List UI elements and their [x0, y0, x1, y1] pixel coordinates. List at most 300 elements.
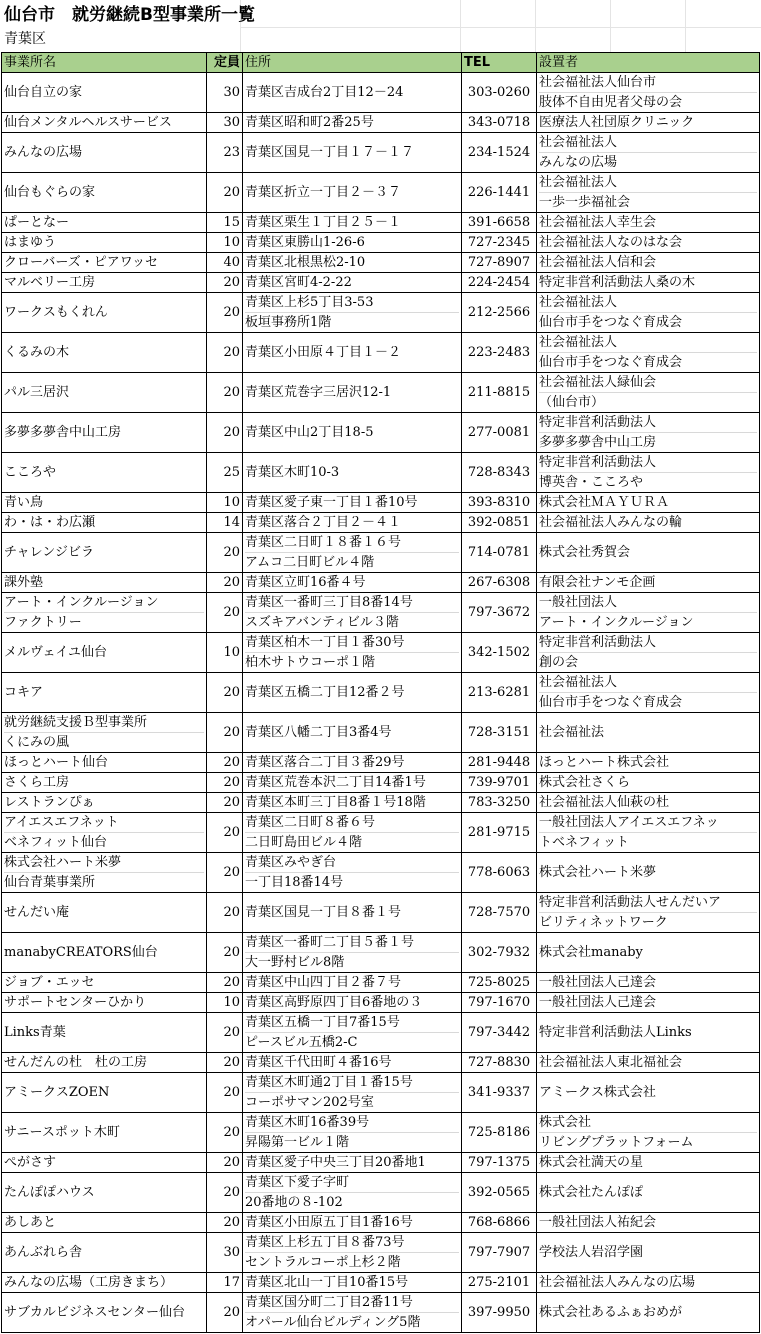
- table-row: [2, 1113, 760, 1153]
- cell-operator[interactable]: [537, 213, 760, 233]
- cell-address[interactable]: [243, 773, 462, 793]
- cell-tel[interactable]: 768-6866: [462, 1213, 537, 1233]
- cell-capacity[interactable]: 14: [207, 513, 243, 533]
- cell-name[interactable]: [2, 1113, 207, 1153]
- cell-address[interactable]: [243, 1293, 462, 1333]
- cell-tel[interactable]: 342-1502: [462, 633, 537, 673]
- cell-operator[interactable]: [537, 513, 760, 533]
- cell-capacity[interactable]: 17: [207, 1273, 243, 1293]
- cell-tel[interactable]: 341-9337: [462, 1073, 537, 1113]
- cell-operator[interactable]: [537, 453, 760, 493]
- cell-name[interactable]: [2, 753, 207, 773]
- cell-address[interactable]: [243, 513, 462, 533]
- cell-operator[interactable]: [537, 993, 760, 1013]
- cell-name-line: みんなの広場: [4, 145, 83, 160]
- cell-tel[interactable]: 303-0260: [462, 73, 537, 113]
- cell-tel[interactable]: 267-6308: [462, 573, 537, 593]
- cell-capacity[interactable]: 10: [207, 633, 243, 673]
- cell-capacity[interactable]: 10: [207, 493, 243, 513]
- cell-address-line: 青葉区吉成台2丁目12－24: [245, 85, 404, 100]
- table-row: [2, 1073, 760, 1113]
- cell-operator-line: 特定非営利活動法人桑の木: [539, 275, 696, 290]
- cell-operator-line: 一歩一歩福祉会: [539, 192, 757, 212]
- header-capacity[interactable]: 定員: [207, 53, 243, 73]
- cell-address[interactable]: [243, 233, 462, 253]
- cell-tel[interactable]: 728-3151: [462, 713, 537, 753]
- cell-operator[interactable]: [537, 633, 760, 673]
- cell-address[interactable]: [243, 713, 462, 753]
- cell-address[interactable]: [243, 453, 462, 493]
- cell-address-line: 青葉区愛子中央三丁目20番地1: [245, 1155, 426, 1170]
- cell-address[interactable]: [243, 1113, 462, 1153]
- cell-operator[interactable]: [537, 893, 760, 933]
- cell-tel[interactable]: 391-6658: [462, 213, 537, 233]
- cell-name[interactable]: [2, 673, 207, 713]
- cell-operator[interactable]: [537, 233, 760, 253]
- cell-name-line: マルベリー工房: [4, 275, 96, 290]
- header-operator[interactable]: 設置者: [537, 53, 760, 73]
- cell-address[interactable]: [243, 173, 462, 213]
- cell-tel[interactable]: 727-2345: [462, 233, 537, 253]
- cell-operator-line: 社会福祉法人幸生会: [539, 215, 657, 230]
- cell-tel[interactable]: 728-8343: [462, 453, 537, 493]
- cell-name[interactable]: [2, 1073, 207, 1113]
- cell-address-line: ピースビル五橋2-C: [245, 1032, 459, 1052]
- cell-capacity[interactable]: 23: [207, 133, 243, 173]
- cell-tel[interactable]: 797-3442: [462, 1013, 537, 1053]
- cell-address-line: 青葉区上杉五丁目８番73号: [245, 1235, 405, 1250]
- cell-tel[interactable]: 234-1524: [462, 133, 537, 173]
- cell-tel[interactable]: 213-6281: [462, 673, 537, 713]
- cell-address-line: 青葉区木町10-3: [245, 465, 340, 480]
- cell-address[interactable]: [243, 1073, 462, 1113]
- cell-name[interactable]: [2, 593, 207, 633]
- cell-operator[interactable]: [537, 1213, 760, 1233]
- cell-name-line: 仙台メンタルヘルスサービス: [4, 115, 172, 130]
- table-row: [2, 593, 760, 633]
- cell-name[interactable]: [2, 893, 207, 933]
- cell-address[interactable]: [243, 893, 462, 933]
- cell-tel[interactable]: 224-2454: [462, 273, 537, 293]
- table-row: [2, 413, 760, 453]
- header-name[interactable]: 事業所名: [2, 53, 207, 73]
- cell-operator-line: 特定非営利活動法人: [539, 635, 657, 650]
- cell-name[interactable]: [2, 533, 207, 573]
- cell-address[interactable]: [243, 1153, 462, 1173]
- cell-name-line: Links青葉: [4, 1025, 66, 1040]
- cell-address-line: 青葉区宮町4-2-22: [245, 275, 352, 290]
- cell-name[interactable]: [2, 713, 207, 753]
- cell-capacity[interactable]: 20: [207, 673, 243, 713]
- cell-address[interactable]: [243, 1273, 462, 1293]
- cell-operator[interactable]: [537, 1053, 760, 1073]
- cell-name-line: ぺがさす: [4, 1155, 57, 1170]
- cell-capacity[interactable]: 20: [207, 173, 243, 213]
- grid-line: [460, 0, 461, 52]
- cell-operator-line: トベネフィット: [539, 832, 757, 852]
- cell-capacity[interactable]: 20: [207, 893, 243, 933]
- cell-capacity[interactable]: 20: [207, 1213, 243, 1233]
- cell-capacity[interactable]: 30: [207, 73, 243, 113]
- cell-operator[interactable]: [537, 113, 760, 133]
- cell-operator-line: 一般社団法人己達会: [539, 995, 657, 1010]
- cell-tel[interactable]: 277-0081: [462, 413, 537, 453]
- cell-name-line: 課外塾: [4, 575, 44, 590]
- cell-address[interactable]: [243, 993, 462, 1013]
- cell-operator-line: 有限会社ナンモ企画: [539, 575, 656, 590]
- cell-name-line: コキア: [4, 685, 44, 700]
- grid-line: [240, 27, 761, 28]
- cell-name[interactable]: [2, 233, 207, 253]
- cell-operator[interactable]: [537, 1293, 760, 1333]
- cell-operator[interactable]: [537, 1113, 760, 1153]
- table-row: [2, 673, 760, 713]
- cell-capacity[interactable]: 20: [207, 1073, 243, 1113]
- cell-name[interactable]: [2, 493, 207, 513]
- cell-name-line: サブカルビジネスセンター仙台: [4, 1305, 185, 1320]
- cell-capacity[interactable]: 20: [207, 973, 243, 993]
- cell-name-line: 株式会社ハート米夢: [4, 855, 122, 870]
- cell-operator[interactable]: [537, 533, 760, 573]
- cell-capacity[interactable]: 10: [207, 993, 243, 1013]
- cell-name[interactable]: [2, 413, 207, 453]
- cell-capacity[interactable]: 30: [207, 1233, 243, 1273]
- cell-operator[interactable]: [537, 793, 760, 813]
- cell-address[interactable]: [243, 813, 462, 853]
- cell-operator-line: 社会福祉法人みんなの広場: [539, 1275, 696, 1290]
- cell-capacity[interactable]: 25: [207, 453, 243, 493]
- cell-tel[interactable]: 797-3672: [462, 593, 537, 633]
- cell-capacity[interactable]: 40: [207, 253, 243, 273]
- cell-operator[interactable]: [537, 493, 760, 513]
- cell-capacity[interactable]: 20: [207, 853, 243, 893]
- cell-tel[interactable]: 797-1670: [462, 993, 537, 1013]
- cell-capacity[interactable]: 20: [207, 933, 243, 973]
- cell-operator-line: 株式会社満天の星: [539, 1155, 644, 1170]
- cell-capacity[interactable]: 20: [207, 1153, 243, 1173]
- cell-operator[interactable]: [537, 973, 760, 993]
- cell-capacity[interactable]: 20: [207, 373, 243, 413]
- cell-name[interactable]: [2, 1273, 207, 1293]
- cell-tel[interactable]: 714-0781: [462, 533, 537, 573]
- cell-operator-line: 社会福祉法人: [539, 175, 618, 190]
- cell-tel[interactable]: 727-8830: [462, 1053, 537, 1073]
- cell-address[interactable]: [243, 753, 462, 773]
- cell-operator-line: 社会福祉法人東北福祉会: [539, 1055, 683, 1070]
- header-address[interactable]: 住所: [243, 53, 462, 73]
- cell-address[interactable]: [243, 273, 462, 293]
- cell-address-line: 青葉区愛子東一丁目１番10号: [245, 495, 418, 510]
- cell-name-line: たんぽぽハウス: [4, 1185, 95, 1200]
- cell-tel[interactable]: 392-0565: [462, 1173, 537, 1213]
- cell-name[interactable]: [2, 933, 207, 973]
- table-row: [2, 1293, 760, 1333]
- cell-address[interactable]: [243, 1233, 462, 1273]
- cell-operator[interactable]: [537, 413, 760, 453]
- table-row: [2, 493, 760, 513]
- cell-operator[interactable]: [537, 1013, 760, 1053]
- cell-name-line: ファクトリー: [4, 612, 204, 632]
- cell-tel[interactable]: 392-0851: [462, 513, 537, 533]
- table-row: [2, 793, 760, 813]
- cell-capacity[interactable]: 20: [207, 1013, 243, 1053]
- cell-address-line: アムコ二日町ビル４階: [245, 552, 459, 572]
- cell-capacity[interactable]: 20: [207, 413, 243, 453]
- cell-operator-line: 社会福祉法人信和会: [539, 255, 657, 270]
- cell-tel[interactable]: 797-7907: [462, 1233, 537, 1273]
- cell-operator[interactable]: [537, 273, 760, 293]
- cell-tel[interactable]: 281-9715: [462, 813, 537, 853]
- cell-tel[interactable]: 275-2101: [462, 1273, 537, 1293]
- cell-name-line: せんだんの杜 杜の工房: [4, 1055, 148, 1070]
- cell-operator[interactable]: [537, 373, 760, 413]
- cell-address-line: 青葉区荒巻本沢二丁目14番1号: [245, 775, 426, 790]
- cell-capacity[interactable]: 10: [207, 233, 243, 253]
- cell-name[interactable]: [2, 993, 207, 1013]
- cell-operator-line: 特定非営利活動法人: [539, 415, 657, 430]
- cell-operator[interactable]: [537, 813, 760, 853]
- cell-operator-line: 社会福祉法人なのはな会: [539, 235, 683, 250]
- cell-name[interactable]: [2, 373, 207, 413]
- cell-tel[interactable]: 226-1441: [462, 173, 537, 213]
- cell-address-line: コーポサマン202号室: [245, 1092, 459, 1112]
- cell-address[interactable]: [243, 533, 462, 573]
- cell-name[interactable]: [2, 133, 207, 173]
- cell-tel[interactable]: 727-8907: [462, 253, 537, 273]
- cell-address-line: 青葉区中山四丁目２番７号: [245, 975, 402, 990]
- cell-name[interactable]: [2, 973, 207, 993]
- cell-tel[interactable]: 343-0718: [462, 113, 537, 133]
- table-row: [2, 973, 760, 993]
- cell-name-line: アミークスZOEN: [4, 1085, 110, 1100]
- cell-operator-line: 肢体不自由児者父母の会: [539, 92, 757, 112]
- cell-operator-line: （仙台市）: [539, 392, 757, 412]
- cell-capacity[interactable]: 20: [207, 1113, 243, 1153]
- cell-operator-line: 一般社団法人祐紀会: [539, 1215, 657, 1230]
- cell-address[interactable]: [243, 133, 462, 173]
- cell-operator-line: 一般社団法人: [539, 595, 618, 610]
- cell-address-line: 青葉区八幡二丁目3番4号: [245, 725, 392, 740]
- cell-tel[interactable]: 393-8310: [462, 493, 537, 513]
- cell-name[interactable]: [2, 1293, 207, 1333]
- cell-name[interactable]: [2, 1013, 207, 1053]
- cell-tel[interactable]: 302-7932: [462, 933, 537, 973]
- cell-capacity[interactable]: 20: [207, 753, 243, 773]
- cell-name[interactable]: [2, 1233, 207, 1273]
- cell-operator-line: 社会福祉法人: [539, 675, 618, 690]
- cell-tel[interactable]: 739-9701: [462, 773, 537, 793]
- table-row: [2, 1233, 760, 1273]
- cell-capacity[interactable]: 20: [207, 713, 243, 753]
- cell-name-line: 仙台自立の家: [4, 85, 83, 100]
- cell-address[interactable]: [243, 1013, 462, 1053]
- cell-operator[interactable]: [537, 713, 760, 753]
- cell-address-line: 青葉区みやぎ台: [245, 855, 337, 870]
- cell-name[interactable]: [2, 813, 207, 853]
- cell-name[interactable]: [2, 273, 207, 293]
- cell-tel[interactable]: 797-1375: [462, 1153, 537, 1173]
- cell-address-line: 青葉区五橋一丁目7番15号: [245, 1015, 400, 1030]
- cell-operator-line: ほっとハート株式会社: [539, 755, 670, 770]
- cell-operator[interactable]: [537, 73, 760, 113]
- cell-address[interactable]: [243, 333, 462, 373]
- cell-address[interactable]: [243, 253, 462, 273]
- table-row: [2, 1213, 760, 1233]
- table-row: [2, 713, 760, 753]
- cell-address-line: 20番地の８-102: [245, 1192, 459, 1212]
- cell-address[interactable]: [243, 493, 462, 513]
- cell-address-line: 青葉区千代田町４番16号: [245, 1055, 392, 1070]
- cell-name[interactable]: [2, 1053, 207, 1073]
- cell-capacity[interactable]: 20: [207, 273, 243, 293]
- cell-name-line: レストランぴぁ: [4, 795, 95, 810]
- cell-tel[interactable]: 211-8815: [462, 373, 537, 413]
- cell-address[interactable]: [243, 413, 462, 453]
- cell-name-line: 仙台もぐらの家: [4, 185, 96, 200]
- cell-address[interactable]: [243, 973, 462, 993]
- cell-capacity[interactable]: 20: [207, 533, 243, 573]
- header-tel[interactable]: TEL: [462, 53, 537, 73]
- cell-name[interactable]: [2, 113, 207, 133]
- cell-capacity[interactable]: 20: [207, 573, 243, 593]
- cell-name[interactable]: [2, 73, 207, 113]
- cell-tel[interactable]: 212-2566: [462, 293, 537, 333]
- cell-address-line: 青葉区落合二丁目３番29号: [245, 755, 405, 770]
- cell-address[interactable]: [243, 213, 462, 233]
- cell-address-line: 青葉区栗生１丁目２５－１: [245, 215, 402, 230]
- cell-name[interactable]: [2, 1153, 207, 1173]
- cell-operator[interactable]: [537, 753, 760, 773]
- cell-address-line: 青葉区一番町三丁目8番14号: [245, 595, 413, 610]
- cell-tel[interactable]: 281-9448: [462, 753, 537, 773]
- table-header-row: [2, 53, 760, 73]
- table-row: [2, 333, 760, 373]
- cell-name[interactable]: [2, 853, 207, 893]
- cell-operator[interactable]: [537, 853, 760, 893]
- cell-address[interactable]: [243, 853, 462, 893]
- cell-name-line: 就労継続支援Ｂ型事業所: [4, 715, 148, 730]
- cell-name[interactable]: [2, 513, 207, 533]
- cell-capacity[interactable]: 20: [207, 1293, 243, 1333]
- cell-capacity[interactable]: 20: [207, 1173, 243, 1213]
- cell-address-line: 板垣事務所1階: [245, 312, 459, 332]
- cell-address-line: オパール仙台ビルディング5階: [245, 1312, 459, 1332]
- cell-name-line: パル三居沢: [4, 385, 70, 400]
- cell-name[interactable]: [2, 213, 207, 233]
- cell-operator[interactable]: [537, 593, 760, 633]
- cell-operator-line: 博英舎・こころや: [539, 472, 757, 492]
- cell-name[interactable]: [2, 633, 207, 673]
- cell-name[interactable]: [2, 573, 207, 593]
- cell-address-line: 青葉区五橋二丁目12番２号: [245, 685, 405, 700]
- cell-operator-line: 特定非営利活動法人: [539, 455, 657, 470]
- cell-capacity[interactable]: 20: [207, 793, 243, 813]
- cell-address[interactable]: [243, 1053, 462, 1073]
- cell-name-line: メルヴェイユ仙台: [4, 645, 107, 660]
- cell-tel[interactable]: 728-7570: [462, 893, 537, 933]
- cell-capacity[interactable]: 20: [207, 333, 243, 373]
- table-row: [2, 273, 760, 293]
- cell-address-line: 青葉区立町16番４号: [245, 575, 366, 590]
- cell-address[interactable]: [243, 633, 462, 673]
- table-row: [2, 933, 760, 973]
- cell-name[interactable]: [2, 1173, 207, 1213]
- cell-capacity[interactable]: 20: [207, 1053, 243, 1073]
- cell-operator[interactable]: [537, 333, 760, 373]
- cell-operator[interactable]: [537, 293, 760, 333]
- cell-capacity[interactable]: 20: [207, 813, 243, 853]
- cell-tel[interactable]: 223-2483: [462, 333, 537, 373]
- table-row: [2, 633, 760, 673]
- cell-address[interactable]: [243, 933, 462, 973]
- cell-tel[interactable]: 778-6063: [462, 853, 537, 893]
- cell-capacity[interactable]: 20: [207, 773, 243, 793]
- cell-capacity[interactable]: 20: [207, 593, 243, 633]
- cell-address[interactable]: [243, 573, 462, 593]
- cell-name-line: せんだい庵: [4, 905, 70, 920]
- cell-tel[interactable]: 725-8025: [462, 973, 537, 993]
- cell-address[interactable]: [243, 1173, 462, 1213]
- table-row: [2, 573, 760, 593]
- cell-address[interactable]: [243, 673, 462, 713]
- cell-address[interactable]: [243, 593, 462, 633]
- cell-operator[interactable]: [537, 133, 760, 173]
- cell-name-line: ジョブ・エッセ: [4, 975, 95, 990]
- cell-name[interactable]: [2, 293, 207, 333]
- cell-address[interactable]: [243, 73, 462, 113]
- cell-operator[interactable]: [537, 1153, 760, 1173]
- cell-operator[interactable]: [537, 1273, 760, 1293]
- cell-name[interactable]: [2, 793, 207, 813]
- cell-operator[interactable]: [537, 673, 760, 713]
- cell-name[interactable]: [2, 253, 207, 273]
- cell-capacity[interactable]: 20: [207, 293, 243, 333]
- cell-name-line: 仙台青葉事業所: [4, 872, 204, 892]
- cell-address[interactable]: [243, 1213, 462, 1233]
- table-row: [2, 213, 760, 233]
- cell-tel[interactable]: 783-3250: [462, 793, 537, 813]
- cell-operator[interactable]: [537, 1233, 760, 1273]
- table-row: [2, 1053, 760, 1073]
- cell-address[interactable]: [243, 293, 462, 333]
- cell-capacity[interactable]: 30: [207, 113, 243, 133]
- cell-address[interactable]: [243, 113, 462, 133]
- cell-address[interactable]: [243, 373, 462, 413]
- cell-operator[interactable]: [537, 1173, 760, 1213]
- table-row: [2, 233, 760, 253]
- cell-name[interactable]: [2, 1213, 207, 1233]
- cell-operator[interactable]: [537, 1073, 760, 1113]
- cell-tel[interactable]: 725-8186: [462, 1113, 537, 1153]
- cell-name[interactable]: [2, 453, 207, 493]
- cell-name-line: manabyCREATORS仙台: [4, 945, 158, 960]
- cell-address-line: 青葉区木町16番39号: [245, 1115, 370, 1130]
- cell-name[interactable]: [2, 333, 207, 373]
- cell-capacity[interactable]: 15: [207, 213, 243, 233]
- cell-address[interactable]: [243, 793, 462, 813]
- cell-operator[interactable]: [537, 253, 760, 273]
- cell-operator[interactable]: [537, 773, 760, 793]
- cell-operator[interactable]: [537, 173, 760, 213]
- cell-operator[interactable]: [537, 573, 760, 593]
- cell-tel[interactable]: 397-9950: [462, 1293, 537, 1333]
- cell-operator[interactable]: [537, 933, 760, 973]
- ward-label: 青葉区: [4, 31, 46, 47]
- cell-name[interactable]: [2, 173, 207, 213]
- cell-operator-line: みんなの広場: [539, 152, 757, 172]
- cell-name-line: クローバーズ・ピアワッセ: [4, 255, 159, 270]
- cell-name[interactable]: [2, 773, 207, 793]
